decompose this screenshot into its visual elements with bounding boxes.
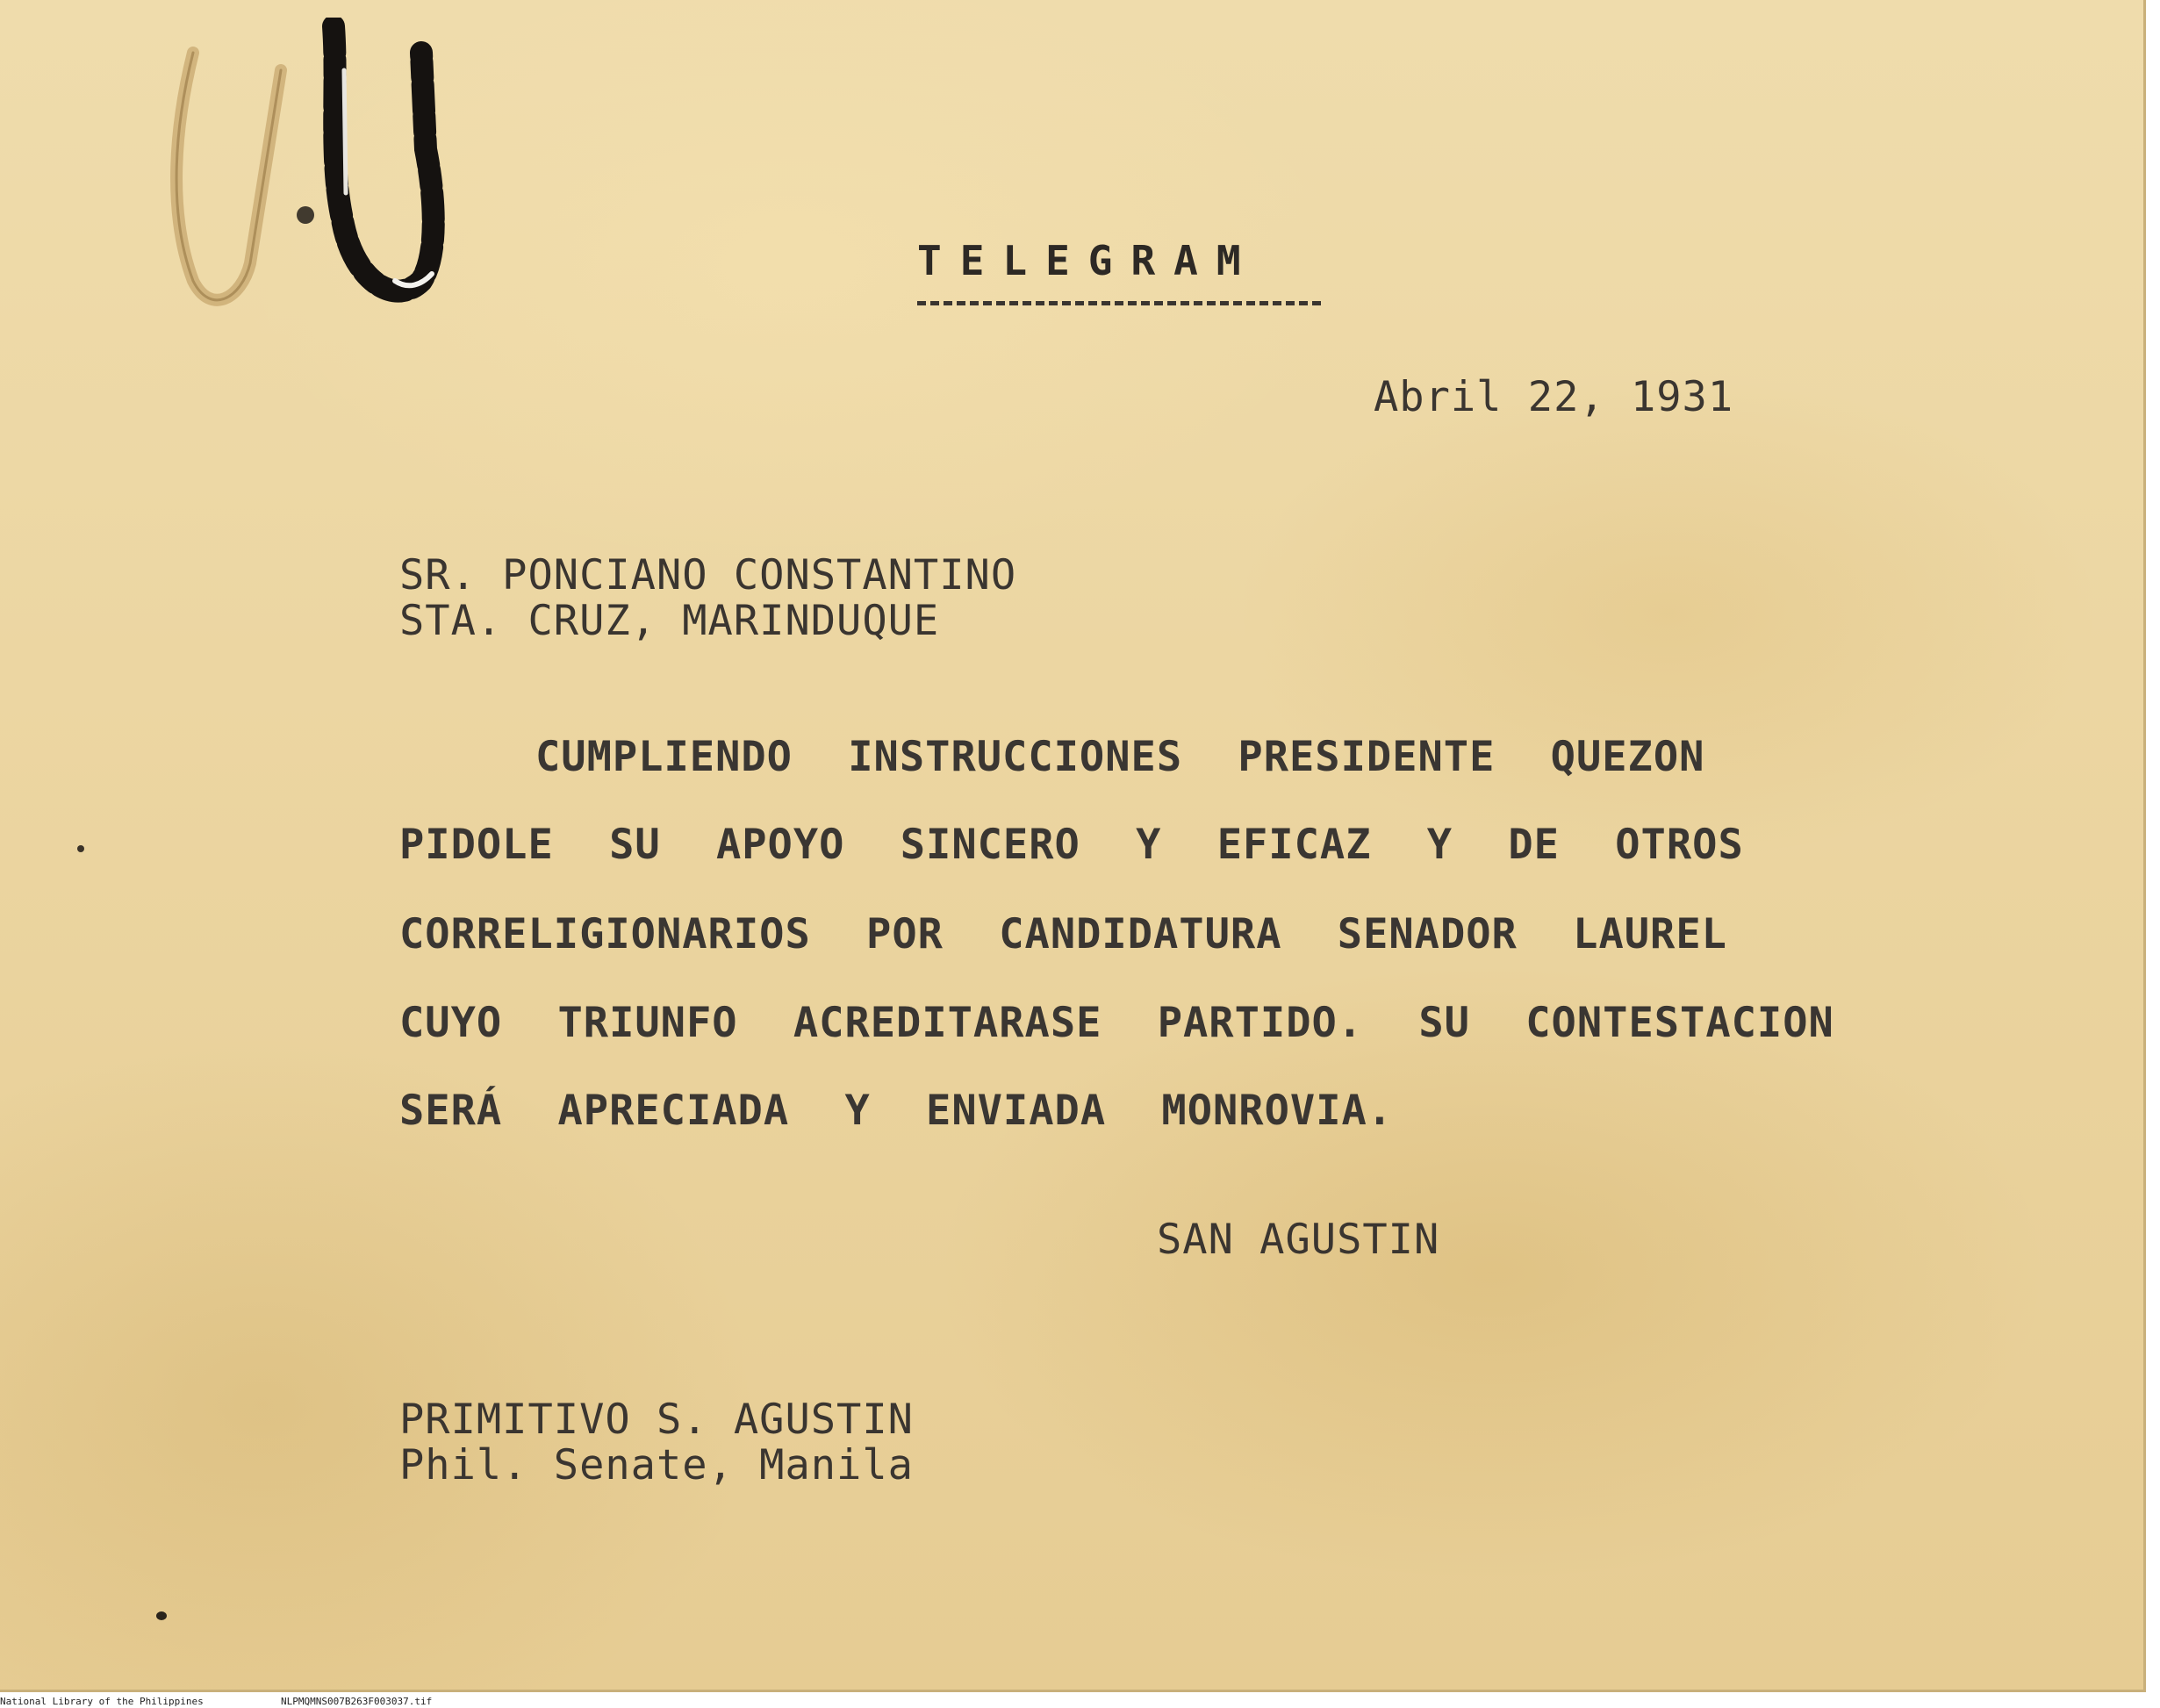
body-line-3: CORRELIGIONARIOS POR CANDIDATURA SENADOR LAUREL <box>399 910 1727 958</box>
sender-address: Phil. Senate, Manila <box>399 1441 914 1489</box>
footer-filename: NLPMQMNS007B263F003037.tif <box>281 1696 433 1707</box>
body-line-5: SERÁ APRECIADA Y ENVIADA MONROVIA. <box>399 1087 1394 1135</box>
paper-clip-mark <box>158 18 474 351</box>
ink-speck <box>156 1611 167 1620</box>
title-underline <box>917 301 1321 305</box>
sender-name: PRIMITIVO S. AGUSTIN <box>399 1396 914 1444</box>
recipient-name: SR. PONCIANO CONSTANTINO <box>399 551 1017 599</box>
recipient-address: STA. CRUZ, MARINDUQUE <box>399 597 940 645</box>
footer-institution: National Library of the Philippines <box>0 1696 204 1707</box>
telegram-title: TELEGRAM <box>917 237 1259 284</box>
signature: SAN AGUSTIN <box>1157 1216 1440 1264</box>
body-line-1: CUMPLIENDO INSTRUCCIONES PRESIDENTE QUEZON <box>535 733 1705 781</box>
body-line-2: PIDOLE SU APOYO SINCERO Y EFICAZ Y DE OTROS <box>399 821 1744 869</box>
body-line-4: CUYO TRIUNFO ACREDITARASE PARTIDO. SU CONTESTACION <box>399 999 1834 1047</box>
telegram-date: Abril 22, 1931 <box>1374 373 1734 421</box>
ink-speck <box>77 845 84 852</box>
